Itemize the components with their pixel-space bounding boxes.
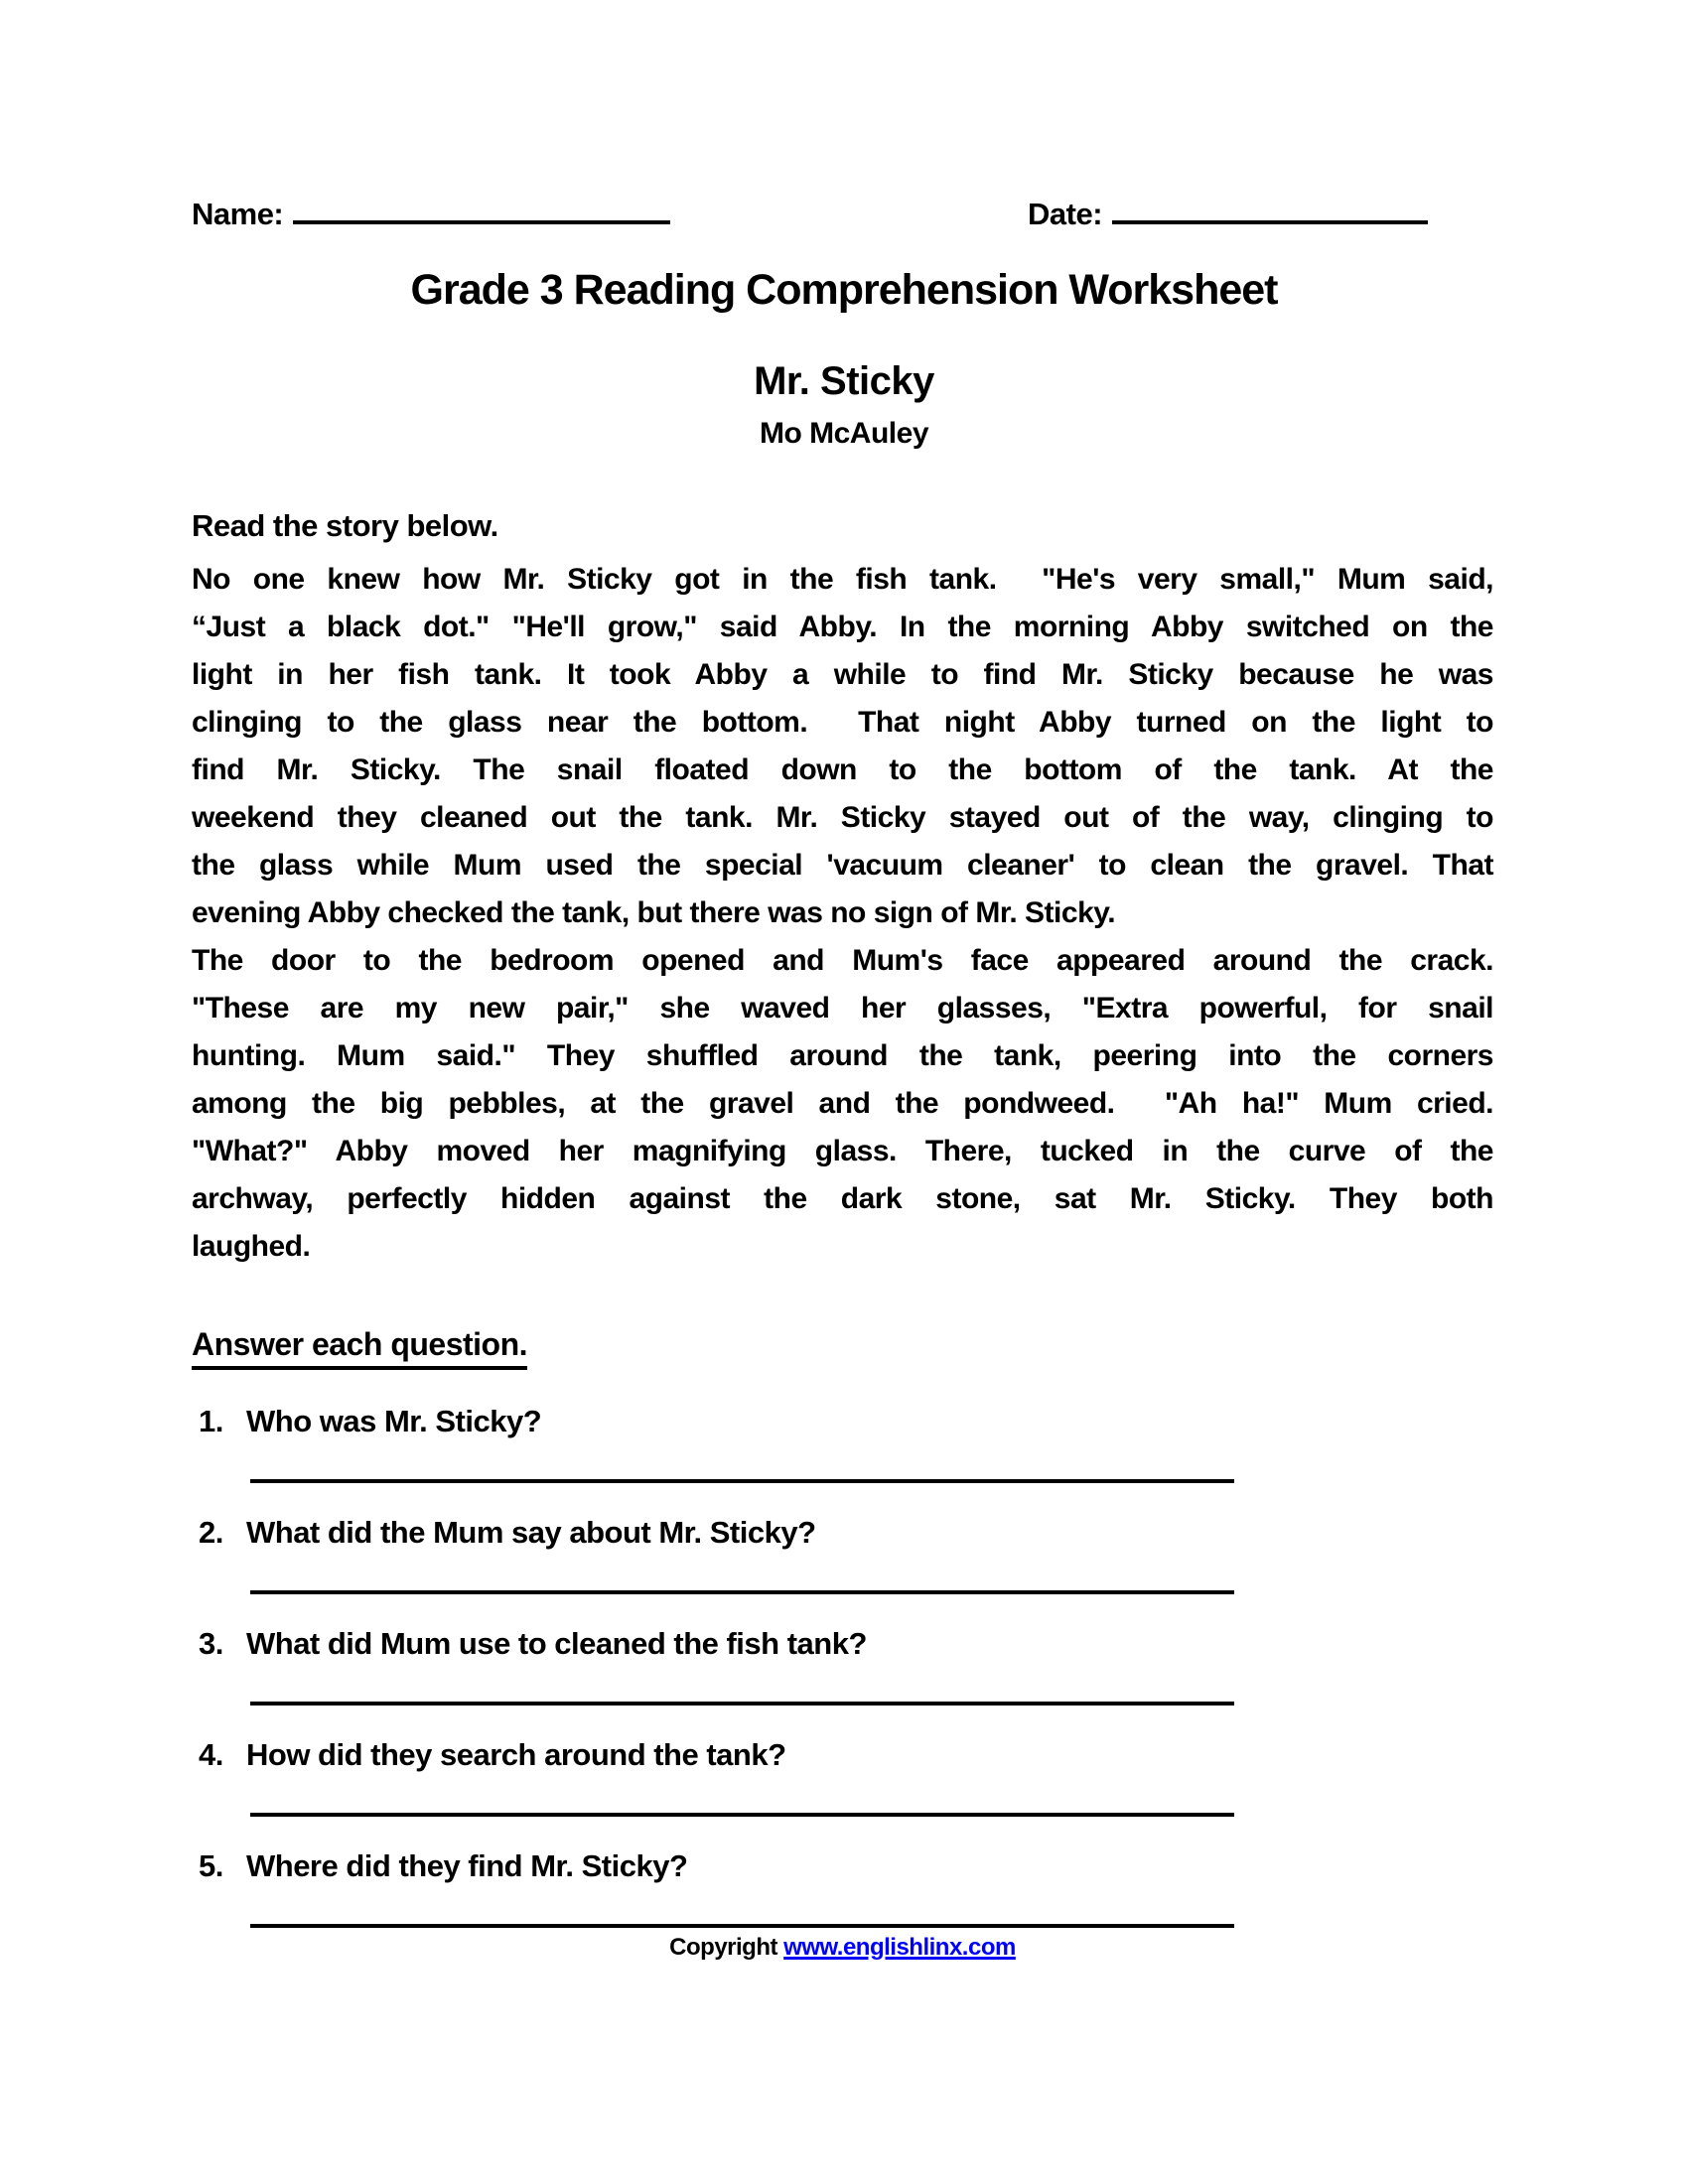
question-number: 4. — [199, 1737, 223, 1772]
story-line: find Mr. Sticky. The snail floated down to the bottom of the tank. At the — [192, 753, 1493, 786]
story-line: The door to the bedroom opened and Mum's face appeared around the crack. — [192, 944, 1493, 977]
story-line: the glass while Mum used the special 'vacuum cleaner' to clean the gravel. That — [192, 849, 1493, 882]
question-number: 5. — [199, 1848, 223, 1883]
name-field-row — [192, 195, 670, 232]
story-title: Mr. Sticky — [754, 359, 934, 403]
question-text: Where did they find Mr. Sticky? — [246, 1848, 688, 1883]
story-instruction: Read the story below. — [192, 508, 498, 543]
question-text: What did the Mum say about Mr. Sticky? — [246, 1515, 816, 1550]
question-item — [192, 1735, 1493, 1846]
question-text: Who was Mr. Sticky? — [246, 1404, 542, 1438]
answer-blank-line — [250, 1402, 1234, 1483]
question-number: 1. — [199, 1404, 223, 1438]
answer-blank-line — [250, 1846, 1234, 1928]
question-number: 3. — [199, 1626, 223, 1661]
story-line: “Just a black dot." "He'll grow," said Abby. In the morning Abby switched on the — [192, 611, 1493, 643]
date-label: Date: — [1028, 197, 1103, 231]
story-line: among the big pebbles, at the gravel and the pondweed. "Ah ha!" Mum cried. — [192, 1087, 1493, 1120]
question-item — [192, 1402, 1493, 1513]
name-label: Name: — [192, 197, 284, 231]
story-line: archway, perfectly hidden against the dark stone, sat Mr. Sticky. They both — [192, 1182, 1493, 1215]
story-line: weekend they cleaned out the tank. Mr. Sticky stayed out of the way, clinging to — [192, 801, 1493, 834]
story-text — [192, 556, 1493, 1271]
story-line: No one knew how Mr. Sticky got in the fish tank. "He's very small," Mum said, — [192, 563, 1493, 596]
story-author: Mo McAuley — [759, 417, 929, 450]
name-blank-line — [293, 195, 670, 224]
story-line: clinging to the glass near the bottom. That night Abby turned on the light to — [192, 706, 1493, 739]
footer-copyright — [192, 1934, 1493, 1962]
story-line: evening Abby checked the tank, but there was no sign of Mr. Sticky. — [192, 896, 1116, 929]
story-line: hunting. Mum said." They shuffled around the tank, peering into the corners — [192, 1039, 1493, 1072]
question-number: 2. — [199, 1515, 223, 1550]
questions-heading-text: Answer each question. — [192, 1326, 527, 1370]
copyright-label: Copyright — [669, 1934, 777, 1961]
question-text: How did they search around the tank? — [246, 1737, 786, 1772]
copyright-link[interactable]: www.englishlinx.com — [783, 1934, 1016, 1961]
story-line: "These are my new pair," she waved her glasses, "Extra powerful, for snail — [192, 992, 1493, 1024]
page-title: Grade 3 Reading Comprehension Worksheet — [410, 266, 1278, 314]
story-line: laughed. — [192, 1230, 311, 1263]
story-line: "What?" Abby moved her magnifying glass. There, tucked in the curve of the — [192, 1135, 1493, 1167]
question-item — [192, 1513, 1493, 1624]
question-text: What did Mum use to cleaned the fish tank? — [246, 1626, 867, 1661]
question-item — [192, 1624, 1493, 1735]
answer-blank-line — [250, 1624, 1234, 1706]
answer-blank-line — [250, 1735, 1234, 1817]
date-blank-line — [1112, 195, 1428, 224]
questions-heading — [192, 1326, 527, 1370]
answer-blank-line — [250, 1513, 1234, 1594]
story-line: light in her fish tank. It took Abby a while to find Mr. Sticky because he was — [192, 658, 1493, 691]
questions-list — [192, 1402, 1493, 1958]
date-field-row — [1028, 195, 1428, 232]
